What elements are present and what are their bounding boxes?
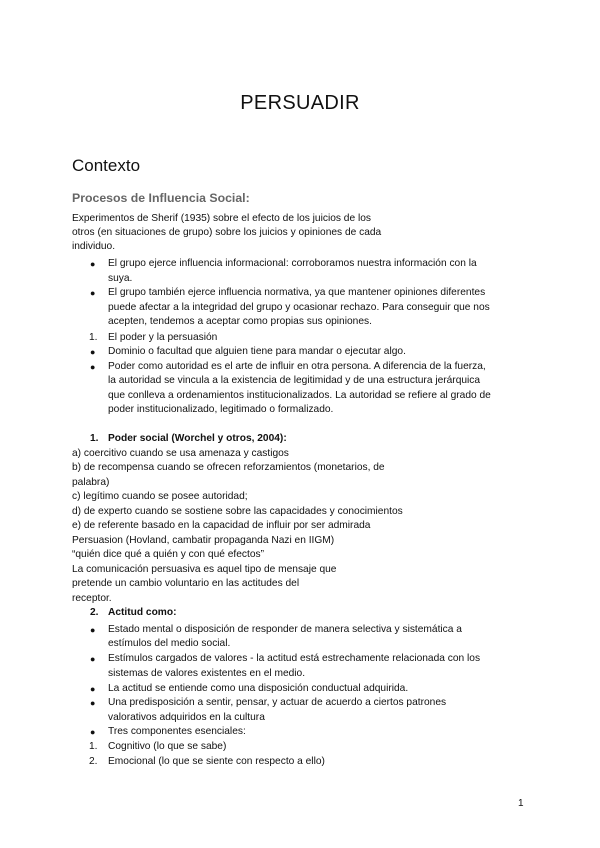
list-number: 2.	[89, 756, 98, 767]
paragraph-line: palabra)	[72, 477, 110, 488]
paragraph-line: Persuasion (Hovland, cambatir propaganda Nazi en IIGM)	[72, 535, 335, 546]
list-item: El grupo también ejerce influencia normativa, ya que mantener opiniones diferentes	[108, 287, 486, 298]
list-number: 1.	[90, 433, 99, 444]
list-item: estímulos del medio social.	[108, 638, 231, 649]
list-number: 1.	[89, 741, 98, 752]
paragraph-line: “quién dice qué a quién y con qué efectos”	[72, 549, 264, 560]
list-item: Tres componentes esenciales:	[108, 726, 246, 737]
intro-line: otros (en situaciones de grupo) sobre los juicios y opiniones de cada	[72, 227, 382, 238]
list-item: la autoridad se vincula a la existencia de legitimidad y de una estructura jerárquica	[108, 375, 481, 386]
bullet-icon: ●	[90, 362, 96, 372]
paragraph-line: d) de experto cuando se sostiene sobre las capacidades y conocimientos	[72, 506, 403, 517]
list-item: que conlleva a ordenamientos institucionalizados. La autoridad se refiere al grado de	[108, 390, 491, 401]
list-item: Poder como autoridad es el arte de influir en otra persona. A diferencia de la fuerza,	[108, 361, 486, 372]
list-item: Estado mental o disposición de responder de manera selectiva y sistemática a	[108, 624, 462, 635]
list-item: Cognitivo (lo que se sabe)	[108, 741, 227, 752]
list-item: suya.	[108, 273, 133, 284]
paragraph-line: e) de referente basado en la capacidad de influir por ser admirada	[72, 520, 371, 531]
bullet-icon: ●	[90, 625, 96, 635]
page-title: PERSUADIR	[240, 92, 360, 114]
list-item: puede afectar a la integridad del grupo y ocasionar rechazo. Para conseguir que nos	[108, 302, 490, 313]
subheading: Procesos de Influencia Social:	[72, 191, 250, 205]
list-number: 1.	[89, 332, 98, 343]
bullet-icon: ●	[90, 727, 96, 737]
intro-line: Experimentos de Sherif (1935) sobre el efecto de los juicios de los	[72, 213, 371, 224]
paragraph-line: c) legítimo cuando se posee autoridad;	[72, 491, 248, 502]
numbered-heading: Poder social (Worchel y otros, 2004):	[108, 433, 287, 444]
page-number: 1	[518, 798, 524, 809]
list-item: El poder y la persuasión	[108, 332, 218, 343]
bullet-icon: ●	[90, 684, 96, 694]
bullet-icon: ●	[90, 288, 96, 298]
list-number: 2.	[90, 607, 99, 618]
bullet-icon: ●	[90, 347, 96, 357]
list-item: El grupo ejerce influencia informacional: corroboramos nuestra información con la	[108, 258, 477, 269]
paragraph-line: b) de recompensa cuando se ofrecen reforzamientos (monetarios, de	[72, 462, 385, 473]
paragraph-line: receptor.	[72, 593, 112, 604]
list-item: valorativos adquiridos en la cultura	[108, 712, 265, 723]
paragraph-line: La comunicación persuasiva es aquel tipo de mensaje que	[72, 564, 337, 575]
list-item: sistemas de valores existentes en el medio.	[108, 668, 306, 679]
numbered-heading: Actitud como:	[108, 607, 177, 618]
list-item: Dominio o facultad que alguien tiene para mandar o ejecutar algo.	[108, 346, 406, 357]
section-heading: Contexto	[72, 156, 141, 175]
paragraph-line: a) coercitivo cuando se usa amenaza y castigos	[72, 448, 289, 459]
bullet-icon: ●	[90, 698, 96, 708]
list-item: Estímulos cargados de valores - la actitud está estrechamente relacionada con los	[108, 653, 481, 664]
paragraph-line: pretende un cambio voluntario en las actitudes del	[72, 578, 300, 589]
bullet-icon: ●	[90, 259, 96, 269]
list-item: La actitud se entiende como una disposición conductual adquirida.	[108, 683, 409, 694]
list-item: Emocional (lo que se siente con respecto a ello)	[108, 756, 325, 767]
intro-line: individuo.	[72, 241, 116, 252]
bullet-icon: ●	[90, 654, 96, 664]
list-item: acepten, tendemos a aceptar como propias sus opiniones.	[108, 316, 372, 327]
list-item: Una predisposición a sentir, pensar, y actuar de acuerdo a ciertos patrones	[108, 697, 447, 708]
list-item: poder institucionalizado, legitimado o formalizado.	[108, 404, 334, 415]
